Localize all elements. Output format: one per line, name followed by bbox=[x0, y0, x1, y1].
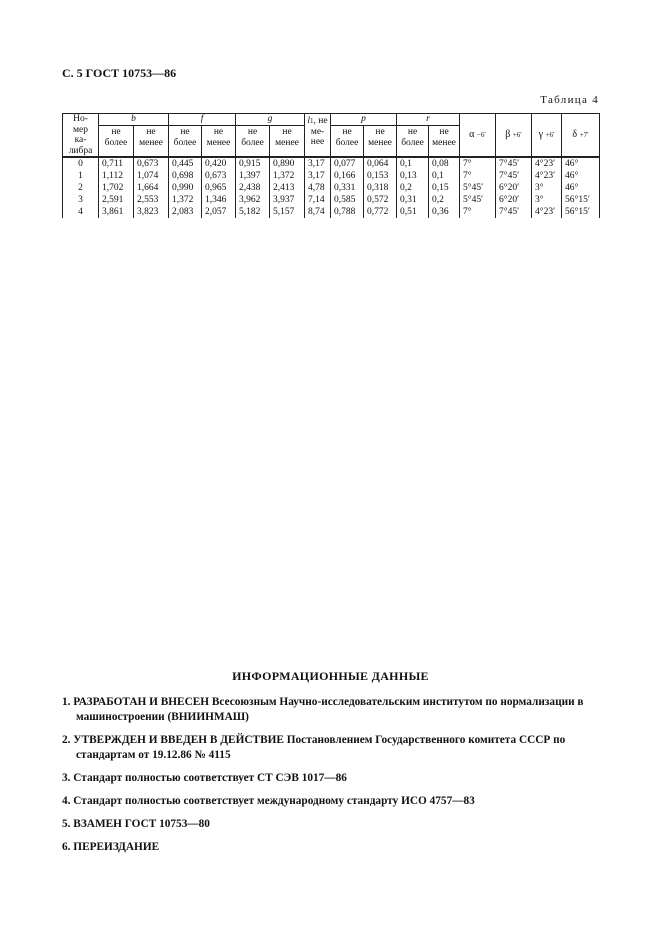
info-item: 5. ВЗАМЕН ГОСТ 10753—80 bbox=[62, 818, 210, 830]
table-cell: 4 bbox=[63, 206, 99, 218]
data-table bbox=[62, 113, 600, 218]
table-cell: 7° bbox=[460, 157, 496, 170]
table-cell: 7°45′ bbox=[496, 206, 532, 218]
table-cell: 5,182 bbox=[236, 206, 270, 218]
info-item: 4. Стандарт полностью соответствует международному стандарту ИСО 4757—83 bbox=[62, 795, 475, 807]
table-cell: 0,772 bbox=[364, 206, 397, 218]
subheader-p-min: не менее bbox=[364, 126, 397, 158]
table-cell: 0,2 bbox=[397, 182, 429, 194]
table-cell: 5°45′ bbox=[460, 182, 496, 194]
table-cell: 2,591 bbox=[99, 194, 134, 206]
subheader-b-max: не более bbox=[99, 126, 134, 158]
table-cell: 7° bbox=[460, 170, 496, 182]
table-cell: 8,74 bbox=[305, 206, 331, 218]
table-caption: Таблица 4 bbox=[540, 94, 599, 106]
table-cell: 2,438 bbox=[236, 182, 270, 194]
table-cell: 0,51 bbox=[397, 206, 429, 218]
table-row bbox=[63, 157, 600, 170]
table-cell: 2 bbox=[63, 182, 99, 194]
table-cell: 5,157 bbox=[270, 206, 305, 218]
subheader-f-min: не менее bbox=[202, 126, 236, 158]
table-cell: 46° bbox=[562, 170, 600, 182]
header-alpha: α −6′ bbox=[460, 114, 496, 158]
table-cell: 0,15 bbox=[429, 182, 460, 194]
header-gamma: γ +6′ bbox=[532, 114, 562, 158]
table-cell: 7°45′ bbox=[496, 157, 532, 170]
table-cell: 3,861 bbox=[99, 206, 134, 218]
table-cell: 0,064 bbox=[364, 157, 397, 170]
info-title: ИНФОРМАЦИОННЫЕ ДАННЫЕ bbox=[232, 669, 429, 683]
table-row bbox=[63, 206, 600, 218]
header-group-f: f bbox=[169, 114, 236, 126]
table-cell: 1,397 bbox=[236, 170, 270, 182]
table-cell: 0,1 bbox=[429, 170, 460, 182]
header-group-g: g bbox=[236, 114, 305, 126]
header-group-b: b bbox=[99, 114, 169, 126]
table-cell: 0 bbox=[63, 157, 99, 170]
table-cell: 0,31 bbox=[397, 194, 429, 206]
table-cell: 0,673 bbox=[202, 170, 236, 182]
table-cell: 0,788 bbox=[331, 206, 364, 218]
table-cell: 2,057 bbox=[202, 206, 236, 218]
table-row bbox=[63, 182, 600, 194]
table-cell: 0,1 bbox=[397, 157, 429, 170]
subheader-p-max: не более bbox=[331, 126, 364, 158]
info-item: 2. УТВЕРЖДЕН И ВВЕДЕН В ДЕЙСТВИЕ Постановлением Государственного комитета СССР по стандартам от 19.12.86 № 4115 bbox=[62, 734, 566, 761]
table-cell: 1,664 bbox=[134, 182, 169, 194]
header-delta: δ +7′ bbox=[562, 114, 600, 158]
header-calibre-number: Но- мер ка- либра bbox=[63, 114, 99, 158]
table-cell: 4,78 bbox=[305, 182, 331, 194]
table-cell: 0,711 bbox=[99, 157, 134, 170]
table-cell: 3,937 bbox=[270, 194, 305, 206]
table-cell: 0,318 bbox=[364, 182, 397, 194]
table-cell: 4°23′ bbox=[532, 157, 562, 170]
table-cell: 3,17 bbox=[305, 170, 331, 182]
table-cell: 1,112 bbox=[99, 170, 134, 182]
table-cell: 0,153 bbox=[364, 170, 397, 182]
table-cell: 7° bbox=[460, 206, 496, 218]
table-cell: 1,702 bbox=[99, 182, 134, 194]
table-cell: 4°23′ bbox=[532, 170, 562, 182]
table-cell: 0,420 bbox=[202, 157, 236, 170]
subheader-r-max: не более bbox=[397, 126, 429, 158]
table-cell: 7°45′ bbox=[496, 170, 532, 182]
table-cell: 0,990 bbox=[169, 182, 202, 194]
info-item: 1. РАЗРАБОТАН И ВНЕСЕН Всесоюзным Научно-исследовательским институтом по нормализации в машиностроении (ВНИИНМАШ) bbox=[62, 696, 584, 723]
table-cell: 0,13 bbox=[397, 170, 429, 182]
table-cell: 46° bbox=[562, 157, 600, 170]
info-list bbox=[62, 695, 602, 863]
table-cell: 2,413 bbox=[270, 182, 305, 194]
table-cell: 1 bbox=[63, 170, 99, 182]
table-cell: 0,698 bbox=[169, 170, 202, 182]
table-cell: 0,166 bbox=[331, 170, 364, 182]
table-cell: 1,372 bbox=[169, 194, 202, 206]
table-cell: 0,077 bbox=[331, 157, 364, 170]
subheader-f-max: не более bbox=[169, 126, 202, 158]
info-item: 3. Стандарт полностью соответствует СТ СЭВ 1017—86 bbox=[62, 772, 347, 784]
header-group-p: p bbox=[331, 114, 397, 126]
table-cell: 1,074 bbox=[134, 170, 169, 182]
table-cell: 56°15′ bbox=[562, 194, 600, 206]
table-cell: 0,585 bbox=[331, 194, 364, 206]
table-cell: 7,14 bbox=[305, 194, 331, 206]
subheader-g-max: не более bbox=[236, 126, 270, 158]
table-cell: 0,915 bbox=[236, 157, 270, 170]
table-cell: 3° bbox=[532, 194, 562, 206]
subheader-b-min: не менее bbox=[134, 126, 169, 158]
table-cell: 4°23′ bbox=[532, 206, 562, 218]
table-cell: 46° bbox=[562, 182, 600, 194]
info-item: 6. ПЕРЕИЗДАНИЕ bbox=[62, 841, 160, 853]
table-cell: 1,346 bbox=[202, 194, 236, 206]
table-cell: 0,572 bbox=[364, 194, 397, 206]
table-cell: 0,965 bbox=[202, 182, 236, 194]
table-cell: 3,962 bbox=[236, 194, 270, 206]
table-cell: 5°45′ bbox=[460, 194, 496, 206]
table-cell: 3,17 bbox=[305, 157, 331, 170]
table-cell: 0,890 bbox=[270, 157, 305, 170]
table-cell: 6°20′ bbox=[496, 194, 532, 206]
table-cell: 6°20′ bbox=[496, 182, 532, 194]
table-cell: 2,553 bbox=[134, 194, 169, 206]
table-cell: 0,2 bbox=[429, 194, 460, 206]
table-cell: 0,673 bbox=[134, 157, 169, 170]
table-row bbox=[63, 170, 600, 182]
table-cell: 0,445 bbox=[169, 157, 202, 170]
page-header: С. 5 ГОСТ 10753—86 bbox=[62, 66, 177, 80]
table-cell: 56°15′ bbox=[562, 206, 600, 218]
table-cell: 0,331 bbox=[331, 182, 364, 194]
header-l1: l1, не ме- нее bbox=[305, 114, 331, 158]
table-cell: 1,372 bbox=[270, 170, 305, 182]
subheader-r-min: не менее bbox=[429, 126, 460, 158]
table-row bbox=[63, 194, 600, 206]
table-cell: 0,08 bbox=[429, 157, 460, 170]
table-cell: 3° bbox=[532, 182, 562, 194]
header-beta: β +6′ bbox=[496, 114, 532, 158]
table-cell: 0,36 bbox=[429, 206, 460, 218]
table-cell: 3 bbox=[63, 194, 99, 206]
table-cell: 3,823 bbox=[134, 206, 169, 218]
table-cell: 2,083 bbox=[169, 206, 202, 218]
header-group-r: r bbox=[397, 114, 460, 126]
subheader-g-min: не менее bbox=[270, 126, 305, 158]
